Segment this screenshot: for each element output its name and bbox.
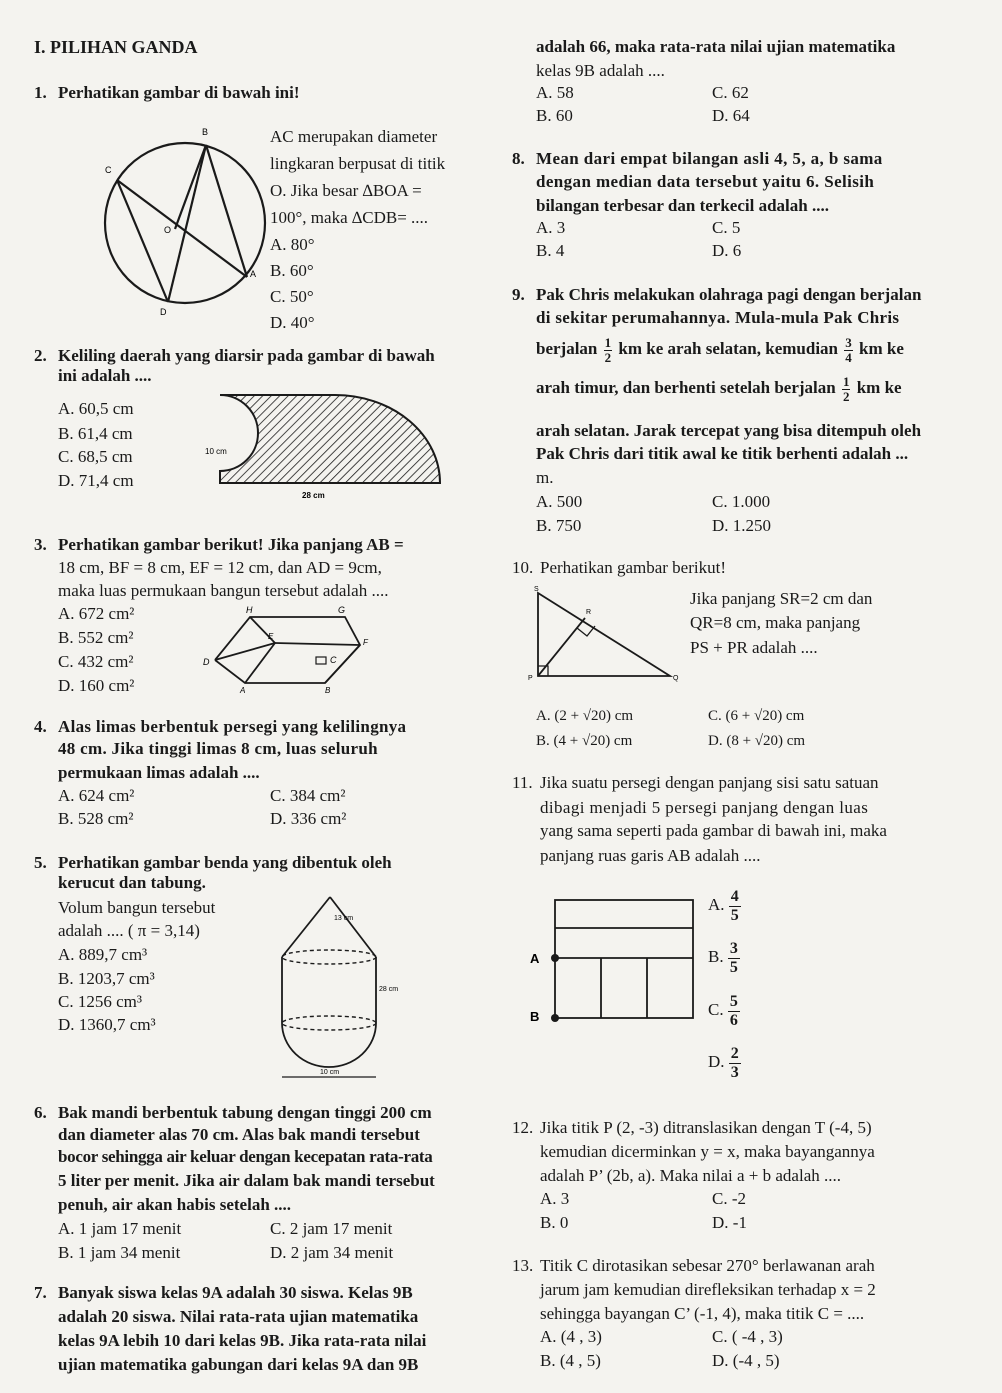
- q10-option-a[interactable]: A. (2 + √20) cm: [536, 708, 634, 724]
- q2-option-b[interactable]: B. 61,4 cm: [58, 424, 133, 443]
- q9-line-1: Pak Chris melakukan olahraga pagi dengan berjalan: [536, 285, 922, 304]
- q3-prompt-1: Perhatikan gambar berikut! Jika panjang AB =: [58, 535, 404, 554]
- q2-prompt-1: Keliling daerah yang diarsir pada gambar di bawah: [58, 346, 435, 365]
- q3-label-h: H: [246, 605, 253, 615]
- q4-option-d[interactable]: D. 336 cm²: [270, 809, 347, 828]
- q12-option-a[interactable]: A. 3: [540, 1189, 570, 1208]
- q2-option-d[interactable]: D. 71,4 cm: [58, 471, 134, 490]
- q4-prompt-3: permukaan limas adalah ....: [58, 763, 260, 782]
- q9-l4b: km ke: [856, 378, 902, 398]
- q13-option-b[interactable]: B. (4 , 5): [540, 1351, 601, 1370]
- q1-label-o: O: [164, 225, 172, 235]
- q3-label-g: G: [338, 605, 346, 615]
- q5-cone-cylinder-figure: [270, 895, 400, 1085]
- q7-prompt-3: kelas 9A lebih 10 dari kelas 9B. Jika rata-rata nilai: [58, 1331, 427, 1350]
- q10-desc-2: QR=8 cm, maka panjang: [690, 613, 861, 632]
- q4-option-c[interactable]: C. 384 cm²: [270, 786, 346, 805]
- q9-number: 9.: [512, 285, 525, 304]
- q4-prompt-2: 48 cm. Jika tinggi limas 8 cm, luas seluruh: [58, 739, 378, 758]
- q7-option-c[interactable]: C. 62: [712, 83, 749, 102]
- q11-prompt-4: panjang ruas garis AB adalah ....: [540, 846, 761, 865]
- q12-option-d[interactable]: D. -1: [712, 1213, 747, 1232]
- q5-prompt-2: kerucut dan tabung.: [58, 873, 206, 892]
- q1-option-c[interactable]: C. 50°: [270, 287, 314, 306]
- q1-number: 1.: [34, 83, 47, 102]
- q9-line-4: [536, 375, 902, 403]
- q2-label-height: 10 cm: [205, 447, 227, 456]
- q13-prompt-1: Titik C dirotasikan sebesar 270° berlawanan arah: [540, 1256, 875, 1275]
- q7-prompt-2: adalah 20 siswa. Nilai rata-rata ujian matematika: [58, 1307, 419, 1326]
- q5-label-tube: 28 cm: [379, 986, 399, 993]
- q10-option-c[interactable]: C. (6 + √20) cm: [708, 708, 805, 724]
- q11-prompt-3: yang sama seperti pada gambar di bawah ini, maka: [540, 821, 887, 840]
- q4-number: 4.: [34, 717, 47, 736]
- q12-prompt-1: Jika titik P (2, -3) ditranslasikan dengan T (-4, 5): [540, 1118, 872, 1137]
- q12-number: 12.: [512, 1118, 534, 1137]
- q9-line-7: m.: [536, 468, 554, 487]
- q8-prompt-1: Mean dari empat bilangan asli 4, 5, a, b sama: [536, 149, 883, 168]
- q11-prompt-1: Jika suatu persegi dengan panjang sisi satu satuan: [540, 773, 879, 792]
- q1-radius-ob: [175, 145, 206, 229]
- q1-label-d: D: [160, 307, 167, 317]
- q4-prompt-1: Alas limas berbentuk persegi yang kelilingnya: [58, 717, 407, 736]
- q12-prompt-2: kemudian dicerminkan y = x, maka bayangannya: [540, 1142, 875, 1161]
- q13-prompt-2: jarum jam kemudian direfleksikan terhadap x = 2: [540, 1280, 876, 1299]
- q1-option-d[interactable]: D. 40°: [270, 313, 315, 332]
- q10-option-b[interactable]: B. (4 + √20) cm: [536, 733, 633, 749]
- q11-option-d[interactable]: D. $\frac{2}{3}$: [708, 1045, 739, 1081]
- q9-frac-3: $\frac{1}{2}$: [842, 374, 850, 404]
- q1-desc-1: AC merupakan diameter: [270, 127, 438, 146]
- q13-number: 13.: [512, 1256, 534, 1275]
- q9-line-3: [536, 336, 904, 364]
- q5-number: 5.: [34, 853, 47, 872]
- q6-option-d[interactable]: D. 2 jam 34 menit: [270, 1243, 394, 1262]
- q11-option-c[interactable]: C. $\frac{5}{6}$: [708, 993, 738, 1029]
- q3-option-a[interactable]: A. 672 cm²: [58, 604, 135, 623]
- q1-label-b: B: [202, 127, 209, 137]
- q3-option-c[interactable]: C. 432 cm²: [58, 652, 134, 671]
- q6-prompt-4: 5 liter per menit. Jika air dalam bak mandi tersebut: [58, 1171, 435, 1190]
- q9-option-c[interactable]: C. 1.000: [712, 492, 771, 511]
- q8-option-c[interactable]: C. 5: [712, 218, 741, 237]
- q7-cont-2: kelas 9B adalah ....: [536, 61, 665, 80]
- q4-option-a[interactable]: A. 624 cm²: [58, 786, 135, 805]
- q9-l3b: km ke arah selatan, kemudian: [618, 339, 839, 359]
- q8-option-d[interactable]: D. 6: [712, 241, 742, 260]
- q9-option-d[interactable]: D. 1.250: [712, 516, 772, 535]
- q3-option-b[interactable]: B. 552 cm²: [58, 628, 134, 647]
- q9-frac-2: $\frac{3}{4}$: [845, 335, 852, 365]
- q8-prompt-3: bilangan terbesar dan terkecil adalah ....: [536, 196, 829, 215]
- q9-frac-1: $\frac{1}{2}$: [604, 335, 612, 365]
- q13-option-a[interactable]: A. (4 , 3): [540, 1327, 602, 1346]
- q1-option-a[interactable]: A. 80°: [270, 235, 315, 254]
- q1-circle: [105, 143, 265, 303]
- q9-l3c: km ke: [859, 339, 904, 359]
- q11-label-a: A: [530, 951, 540, 966]
- q1-label-a: A: [250, 269, 257, 279]
- q5-option-d[interactable]: D. 1360,7 cm³: [58, 1015, 156, 1034]
- q10-label-q: Q: [673, 675, 679, 682]
- q5-label-diam: 10 cm: [320, 1069, 340, 1076]
- q11-option-a[interactable]: A. $\frac{4}{5}$: [708, 888, 739, 924]
- q9-line-2: di sekitar perumahannya. Mula-mula Pak Chris: [536, 308, 900, 327]
- q5-sub-2: adalah .... ( π = 3,14): [58, 921, 200, 940]
- q3-label-c: C: [330, 655, 337, 665]
- q1-option-b[interactable]: B. 60°: [270, 261, 314, 280]
- q6-option-c[interactable]: C. 2 jam 17 menit: [270, 1219, 393, 1238]
- q9-l4a: arah timur, dan berhenti setelah berjalan: [536, 378, 836, 398]
- q4-option-b[interactable]: B. 528 cm²: [58, 809, 134, 828]
- q9-line-5: arah selatan. Jarak tercepat yang bisa ditempuh oleh: [536, 421, 922, 440]
- q10-label-r: R: [586, 609, 592, 616]
- q2-number: 2.: [34, 346, 47, 365]
- q5-prompt-1: Perhatikan gambar benda yang dibentuk oleh: [58, 853, 392, 872]
- q3-label-a: A: [240, 686, 246, 695]
- q3-option-d[interactable]: D. 160 cm²: [58, 676, 135, 695]
- q6-number: 6.: [34, 1103, 47, 1122]
- q6-option-a[interactable]: A. 1 jam 17 menit: [58, 1219, 182, 1238]
- q11-option-b[interactable]: B. $\frac{3}{5}$: [708, 940, 738, 976]
- q3-label-f: F: [363, 638, 368, 647]
- q9-line-6: Pak Chris dari titik awal ke titik berhenti adalah ...: [536, 444, 909, 463]
- q7-option-a[interactable]: A. 58: [536, 83, 574, 102]
- q11-point-b: [551, 1014, 559, 1022]
- q5-sub-1: Volum bangun tersebut: [58, 898, 216, 917]
- q11-number: 11.: [512, 773, 533, 792]
- q6-prompt-2: dan diameter alas 70 cm. Alas bak mandi tersebut: [58, 1125, 420, 1144]
- q9-l3a: berjalan: [536, 339, 598, 359]
- q2-option-a[interactable]: A. 60,5 cm: [58, 399, 134, 418]
- q5-option-a[interactable]: A. 889,7 cm³: [58, 945, 148, 964]
- q2-prompt-2: ini adalah ....: [58, 366, 152, 385]
- q3-prompt-3: maka luas permukaan bangun tersebut adalah ....: [58, 581, 389, 600]
- q6-prompt-1: Bak mandi berbentuk tabung dengan tinggi 200 cm: [58, 1103, 432, 1122]
- q10-number: 10.: [512, 558, 534, 577]
- q1-desc-4: 100°, maka ∆CDB= ....: [270, 208, 429, 227]
- q1-desc-2: lingkaran berpusat di titik: [270, 154, 446, 173]
- q11-square-figure: [525, 895, 700, 1025]
- section-title: I. PILIHAN GANDA: [34, 37, 198, 57]
- q12-prompt-3: adalah P’ (2b, a). Maka nilai a + b adalah ....: [540, 1166, 841, 1185]
- q10-label-p: P: [528, 675, 533, 682]
- q6-option-b[interactable]: B. 1 jam 34 menit: [58, 1243, 181, 1262]
- q12-option-c[interactable]: C. -2: [712, 1189, 746, 1208]
- q3-number: 3.: [34, 535, 47, 554]
- q5-label-cone: 13 cm: [334, 915, 354, 922]
- q7-number: 7.: [34, 1283, 47, 1302]
- q7-prompt-1: Banyak siswa kelas 9A adalah 30 siswa. Kelas 9B: [58, 1283, 413, 1302]
- q8-option-b[interactable]: B. 4: [536, 241, 565, 260]
- q11-point-a: [551, 954, 559, 962]
- q10-desc-3: PS + PR adalah ....: [690, 638, 818, 657]
- q9-option-b[interactable]: B. 750: [536, 516, 582, 535]
- q7-option-d[interactable]: D. 64: [712, 106, 750, 125]
- q1-prompt: Perhatikan gambar di bawah ini!: [58, 83, 300, 102]
- q7-prompt-4: ujian matematika gabungan dari kelas 9A dan 9B: [58, 1355, 419, 1374]
- q3-label-d: D: [203, 657, 210, 667]
- q10-triangle-figure: [530, 588, 690, 688]
- q13-option-d[interactable]: D. (-4 , 5): [712, 1351, 780, 1370]
- q2-option-c[interactable]: C. 68,5 cm: [58, 447, 133, 466]
- q10-desc-1: Jika panjang SR=2 cm dan: [690, 589, 873, 608]
- q12-option-b[interactable]: B. 0: [540, 1213, 569, 1232]
- q10-prompt: Perhatikan gambar berikut!: [540, 558, 726, 577]
- q7-cont-1: adalah 66, maka rata-rata nilai ujian matematika: [536, 37, 896, 56]
- q2-label-width: 28 cm: [302, 491, 325, 500]
- q3-label-e: E: [268, 632, 274, 641]
- q13-prompt-3: sehingga bayangan C’ (-1, 4), maka titik C = ....: [540, 1304, 865, 1323]
- q3-prism-figure: [200, 605, 400, 695]
- q7-option-b[interactable]: B. 60: [536, 106, 573, 125]
- q8-option-a[interactable]: A. 3: [536, 218, 566, 237]
- q2-shaded-region: [220, 395, 440, 483]
- q8-prompt-2: dengan median data tersebut yaitu 6. Selisih: [536, 172, 875, 191]
- q3-prompt-2: 18 cm, BF = 8 cm, EF = 12 cm, dan AD = 9cm,: [58, 558, 382, 577]
- q6-prompt-3: bocor sehingga air keluar dengan kecepatan rata-rata: [58, 1147, 433, 1166]
- q10-option-d[interactable]: D. (8 + √20) cm: [708, 733, 806, 749]
- q5-option-b[interactable]: B. 1203,7 cm³: [58, 969, 155, 988]
- q2-shaded-figure: [205, 392, 445, 502]
- q13-option-c[interactable]: C. ( -4 , 3): [712, 1327, 783, 1346]
- q8-number: 8.: [512, 149, 525, 168]
- q5-option-c[interactable]: C. 1256 cm³: [58, 992, 142, 1011]
- q1-label-c: C: [105, 165, 112, 175]
- q1-circle-figure: [100, 125, 270, 320]
- q10-label-s: S: [534, 586, 539, 593]
- q9-option-a[interactable]: A. 500: [536, 492, 583, 511]
- q11-prompt-2: dibagi menjadi 5 persegi panjang dengan luas: [540, 798, 869, 817]
- q6-prompt-5: penuh, air akan habis setelah ....: [58, 1195, 292, 1214]
- q1-desc-3: O. Jika besar ∆BOA =: [270, 181, 422, 200]
- q11-label-b: B: [530, 1009, 540, 1024]
- q3-label-b: B: [325, 686, 331, 695]
